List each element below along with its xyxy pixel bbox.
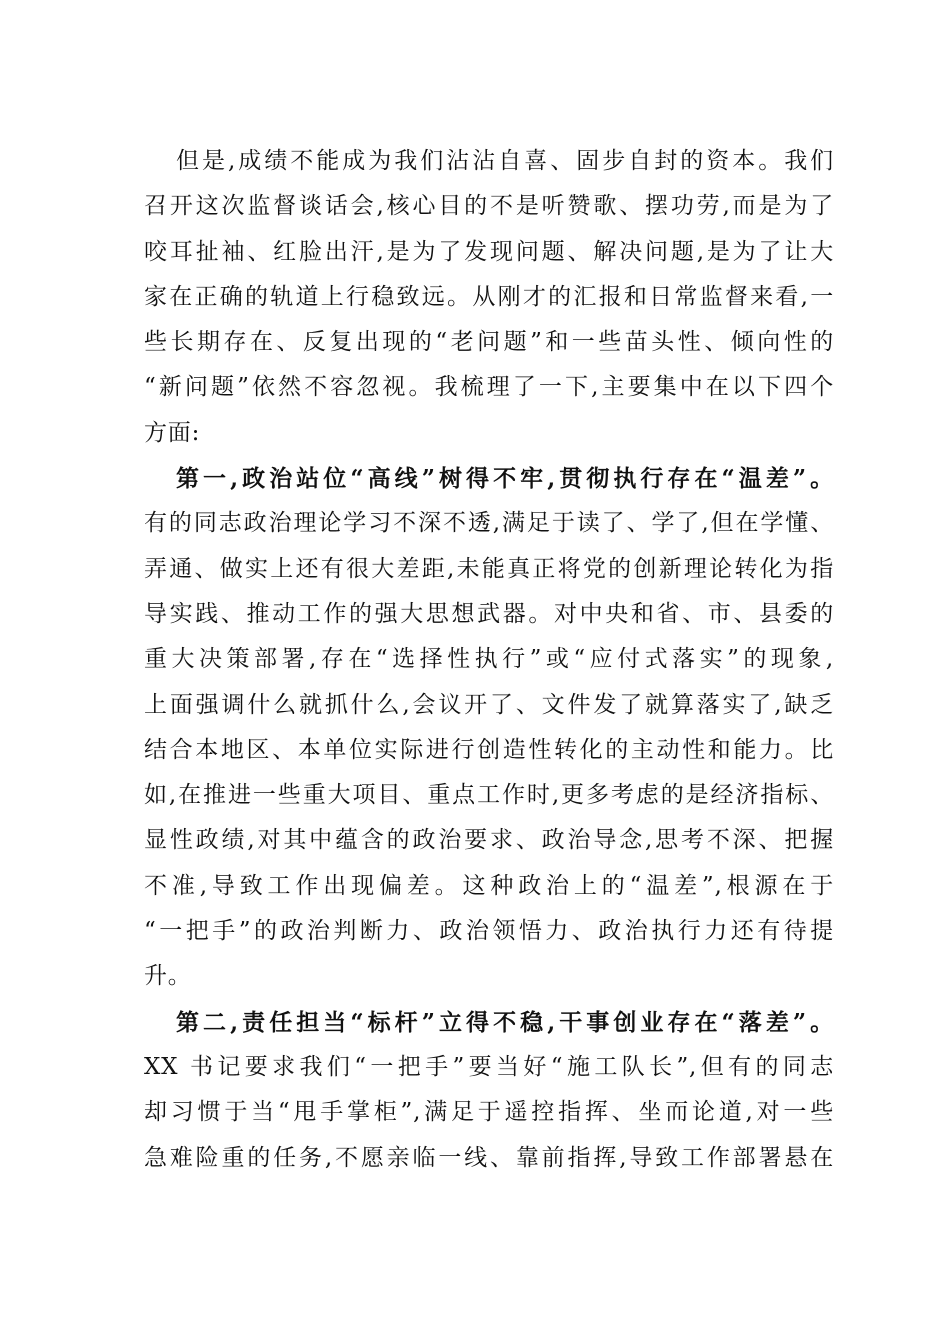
text-line: 方面:: [144, 419, 201, 446]
text-line: 上面强调什么就抓什么,会议开了、文件发了就算落实了,缺乏: [144, 691, 834, 718]
text-line: 显性政绩,对其中蕴含的政治要求、政治导念,思考不深、把握: [144, 827, 834, 854]
text-line: 导实践、推动工作的强大思想武器。对中央和省、市、县委的: [144, 600, 834, 627]
text-line: 家在正确的轨道上行稳致远。从刚才的汇报和日常监督来看,一: [144, 283, 834, 310]
text-line: 有的同志政治理论学习不深不透,满足于读了、学了,但在学懂、: [144, 510, 834, 537]
text-line: XX 书记要求我们“一把手”要当好“施工队长”,但有的同志: [144, 1053, 834, 1080]
text-line: 不准,导致工作出现偏差。这种政治上的“温差”,根源在于: [144, 872, 834, 899]
text-line: 升。: [144, 963, 192, 990]
text-line: 召开这次监督谈话会,核心目的不是听赞歌、摆功劳,而是为了: [144, 193, 834, 220]
text-line: “新问题”依然不容忽视。我梳理了一下,主要集中在以下四个: [144, 374, 834, 401]
text-line: 咬耳扯袖、红脸出汗,是为了发现问题、解决问题,是为了让大: [144, 238, 834, 265]
document-page: [144, 139, 834, 1181]
paragraph-3: [144, 1000, 834, 1181]
text-line: 却习惯于当“甩手掌柜”,满足于遥控指挥、坐而论道,对一些: [144, 1099, 834, 1126]
text-line: “一把手”的政治判断力、政治领悟力、政治执行力还有待提: [144, 918, 834, 945]
text-line: 急难险重的任务,不愿亲临一线、靠前指挥,导致工作部署悬在: [144, 1144, 834, 1171]
section-heading-1: 第一,政治站位“高线”树得不牢,贯彻执行存在“温差”。: [176, 465, 834, 493]
text-line: 但是,成绩不能成为我们沾沾自喜、固步自封的资本。我们: [176, 148, 834, 174]
paragraph-2: [144, 456, 834, 1000]
text-line: 结合本地区、本单位实际进行创造性转化的主动性和能力。比: [144, 736, 834, 763]
text-line: 如,在推进一些重大项目、重点工作时,更多考虑的是经济指标、: [144, 782, 834, 809]
section-heading-2: 第二,责任担当“标杆”立得不稳,干事创业存在“落差”。: [176, 1008, 834, 1036]
paragraph-1: [144, 139, 834, 456]
text-line: 重大决策部署,存在“选择性执行”或“应付式落实”的现象,: [144, 646, 834, 673]
text-line: 些长期存在、反复出现的“老问题”和一些苗头性、倾向性的: [144, 329, 834, 356]
text-line: 弄通、做实上还有很大差距,未能真正将党的创新理论转化为指: [144, 555, 834, 582]
